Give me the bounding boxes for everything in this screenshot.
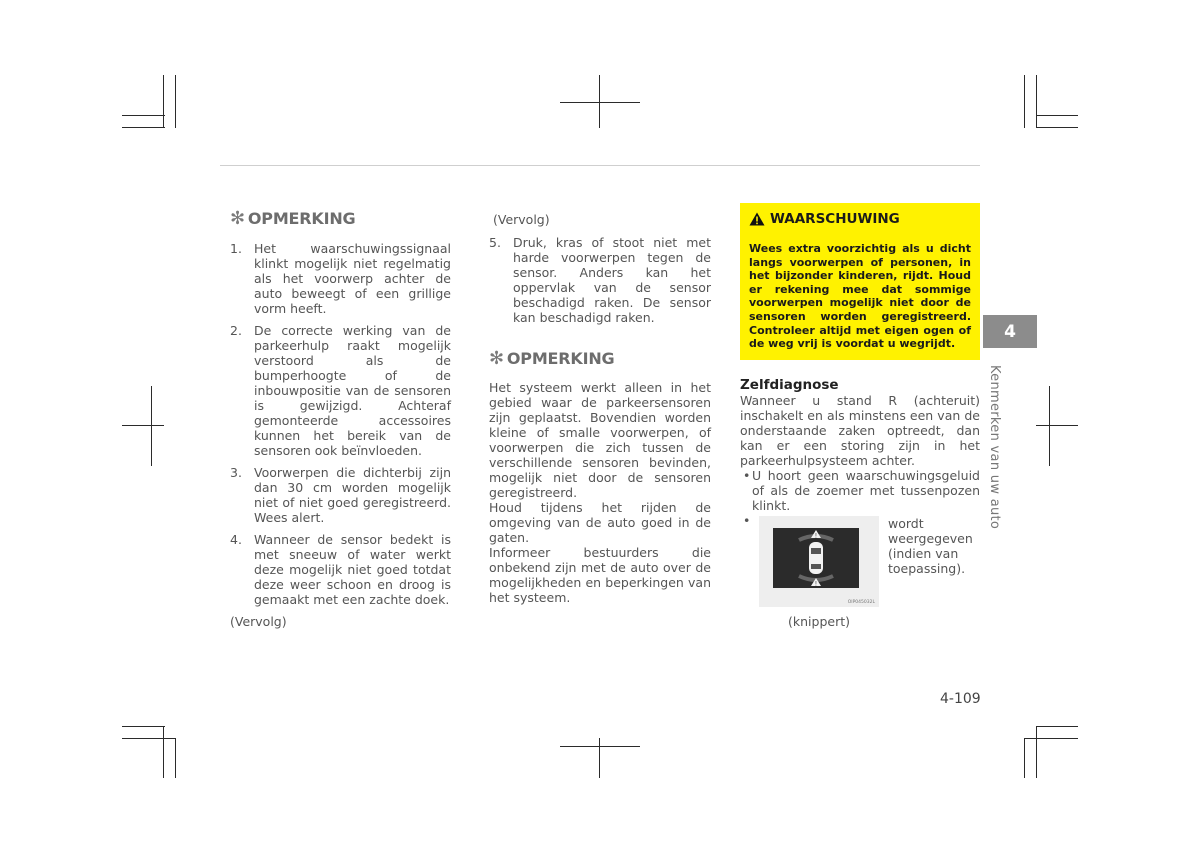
registration-mark [1049, 386, 1050, 466]
image-code: OIP045032L [847, 600, 875, 605]
column-2 [489, 212, 711, 605]
crop-mark [175, 75, 176, 128]
warning-text: Wees extra voorzichtig als u dicht langs voorwerpen of personen, in het bijzonder kinderen, rijdt. Houd er rekening mee dat sommige voorwerpen mogelijk niet door de sensoren worden geregistreerd. Controleer altijd met eigen ogen of de weg vrij is voordat u wegrijdt. [749, 242, 971, 351]
crop-mark [175, 738, 176, 778]
crop-mark [1036, 127, 1078, 128]
note-heading: ✻ OPMERKING [489, 348, 615, 369]
note-list [230, 241, 451, 607]
list-item: 2. De correcte werking van de parkeerhulp raakt mogelijk verstoord als de bumperhoogte of de inbouwpositie van de sensoren is gewijzigd. Achteraf gemonteerde accessoires kunnen het bereik van de sensoren ook beïnvloeden. [230, 323, 451, 458]
car-sensor-icon [773, 528, 859, 588]
crop-mark [1036, 726, 1078, 727]
image-caption: (knippert) [788, 614, 850, 629]
asterisk-icon: ✻ [489, 348, 504, 369]
display-screen [773, 528, 859, 588]
warning-triangle-icon [749, 212, 765, 226]
page-number: 4-109 [940, 691, 981, 707]
paragraph: Wanneer u stand R (achteruit) inschakelt en als minstens een van de onderstaande zaken optreedt, dan kan er een storing zijn in het parkeerhulpsysteem achter. [740, 393, 980, 468]
crop-mark [122, 738, 175, 739]
registration-mark [122, 425, 164, 426]
paragraph: Houd tijdens het rijden de omgeving van de auto goed in de gaten. [489, 500, 711, 545]
header-rule [220, 165, 980, 166]
sensor-warning-illustration [759, 516, 879, 607]
bullet-dot: • [743, 513, 751, 528]
note-list [489, 235, 711, 325]
column-3 [740, 378, 980, 513]
crop-mark [1024, 738, 1078, 739]
list-item: 5. Druk, kras of stoot niet met harde voorwerpen tegen de sensor. Anders kan het oppervlak van de sensor beschadigd raken. De sensor kan beschadigd raken. [489, 235, 711, 325]
crop-mark [1036, 115, 1078, 116]
registration-mark [599, 738, 600, 778]
list-item: 1. Het waarschuwingssignaal klinkt mogelijk niet regelmatig als het voorwerp achter de auto beweegt of een grillige vorm heeft. [230, 241, 451, 316]
chapter-title: Kenmerken van uw auto [987, 365, 1002, 530]
continued-label: (Vervolg) [493, 212, 550, 227]
column-1 [230, 208, 451, 629]
svg-text:!: ! [815, 533, 817, 540]
crop-mark [1036, 726, 1037, 778]
crop-mark [163, 75, 164, 128]
registration-mark [151, 386, 152, 466]
crop-mark [1024, 738, 1025, 778]
crop-mark [163, 726, 164, 778]
crop-mark [122, 127, 165, 128]
list-item: 3. Voorwerpen die dichterbij zijn dan 30 cm worden mogelijk niet of niet goed geregistreerd. Wees alert. [230, 465, 451, 525]
section-subheading: Zelfdiagnose [740, 377, 839, 393]
bullet-item: • U hoort geen waarschuwingsgeluid of als de zoemer met tussenpozen klinkt. [743, 468, 980, 513]
crop-mark [122, 726, 165, 727]
crop-mark [1024, 75, 1025, 128]
registration-mark [560, 746, 640, 747]
paragraph: Het systeem werkt alleen in het gebied waar de parkeersensoren zijn geplaatst. Bovendien worden kleine of smalle voorwerpen, of voorwerpen die zich tussen de verschillende sensoren bevinden, mogelijk niet door de sensoren geregistreerd. [489, 380, 711, 500]
warning-box [740, 203, 980, 360]
bullet-item-text: wordt weergegeven (indien van toepassing). [888, 516, 973, 576]
chapter-tab: 4 [983, 315, 1037, 348]
registration-mark [560, 102, 640, 103]
warning-title: WAARSCHUWING [749, 211, 971, 227]
registration-mark [1036, 425, 1078, 426]
paragraph: Informeer bestuurders die onbekend zijn met de auto over de mogelijkheden en beperkingen van het systeem. [489, 545, 711, 605]
svg-text:!: ! [815, 581, 817, 588]
list-item: 4. Wanneer de sensor bedekt is met sneeuw of water werkt deze mogelijk niet goed totdat deze weer schoon en droog is gemaakt met een zachte doek. [230, 532, 451, 607]
asterisk-icon: ✻ [230, 208, 245, 229]
crop-mark [1036, 75, 1037, 128]
crop-mark [122, 115, 165, 116]
continued-label: (Vervolg) [230, 614, 287, 629]
note-heading: ✻ OPMERKING [230, 208, 356, 229]
